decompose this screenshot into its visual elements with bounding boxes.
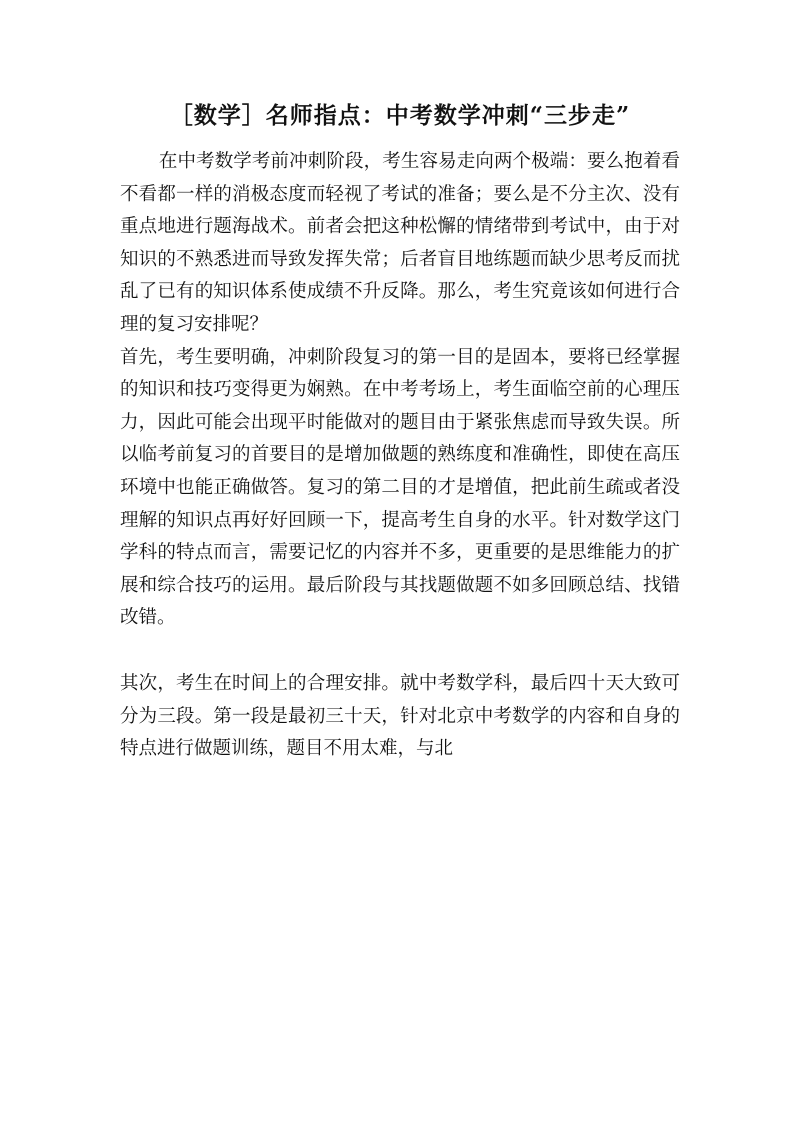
document-page [120,96,680,766]
paragraph-first-point: 首先，考生要明确，冲刺阶段复习的第一目的是固本，要将已经掌握的知识和技巧变得更为娴熟。在中考考场上，考生面临空前的心理压力，因此可能会出现平时能做对的题目由于紧张焦虑而导致失误。所以临考前复习的首要目的是增加做题的熟练度和准确性，即使在高压环境中也能正确做答。复习的第二目的才是增值，把此前生疏或者没理解的知识点再好好回顾一下，提高考生自身的水平。针对数学这门学科的特点而言，需要记忆的内容并不多，更重要的是思维能力的扩展和综合技巧的运用。最后阶段与其找题做题不如多回顾总结、找错改错。 [120,346,680,629]
document-title: ［数学］名师指点：中考数学冲刺“三步走” [169,102,631,129]
paragraph-intro: 在中考数学考前冲刺阶段，考生容易走向两个极端：要么抱着看不看都一样的消极态度而轻视了考试的准备；要么是不分主次、没有重点地进行题海战术。前者会把这种松懈的情绪带到考试中，由于对知识的不熟悉进而导致发挥失常；后者盲目地练题而缺少思考反而扰乱了已有的知识体系使成绩不升反降。那么，考生究竟该如何进行合理的复习安排呢？ [120,151,680,335]
paragraph-second-point: 其次，考生在时间上的合理安排。就中考数学科，最后四十天大致可分为三段。第一段是最初三十天，针对北京中考数学的内容和自身的特点进行做题训练，题目不用太难，与北 [120,672,680,760]
